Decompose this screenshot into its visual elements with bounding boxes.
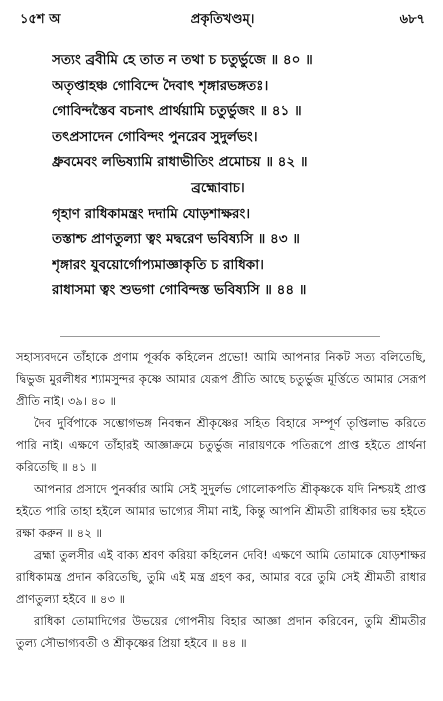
page-number: ৬৮৭ — [399, 12, 425, 27]
page-header — [20, 10, 425, 34]
running-title: প্রকৃতিখণ্ডম্। — [190, 12, 255, 27]
verse-line: গোবিন্দস্তৈব বচনাৎ প্রার্থয়ামি চতুর্ভুজং ॥ ৪১ ॥ — [52, 103, 302, 120]
sanskrit-verses — [52, 48, 424, 304]
translation-paragraph: রাধিকা তোমাদিগের উভয়ের গোপনীয় বিহার আজ্ঞা প্রদান করিবেন, তুমি শ্রীমতীর তুল্য সৌভাগ্যবতী ও শ্রীকৃষ্ণের প্রিয়া হইবে ॥ ৪৪ ॥ — [16, 614, 426, 650]
verse-line: সত্যং ব্রবীমি হে তাত ন তথা চ চতুর্ভুজে ॥ ৪০ ॥ — [52, 52, 313, 68]
bengali-translation — [16, 346, 426, 654]
chapter-number: ১৫শ অ — [20, 12, 61, 27]
translation-paragraph: আপনার প্রসাদে পুনর্ব্বার আমি সেই সুদুর্লভ গোলোকপতি শ্রীকৃষ্ণকে যদি নিশ্চয়ই প্রাপ্ত হইতে পারি তাহা হইলে আমার ভাগ্যের সীমা নাই, কিন্তু আপনি শ্রীমতী রাধিকার ভয় হইতে রক্ষা করুন ॥ ৪২ ॥ — [16, 482, 426, 540]
translation-paragraph: দৈব দুর্বিপাকে সম্ভোগভঙ্গ নিবন্ধন শ্রীকৃষ্ণের সহিত বিহারে সম্পূর্ণ তৃপ্তিলাভ করিতে পারি নাই। এক্ষণে তাঁহারই আজ্ঞাক্রমে চতুর্ভুজ নারায়ণকে পতিরূপে প্রাপ্ত হইতে প্রার্থনা করিতেছি ॥ ৪১ ॥ — [16, 416, 426, 474]
verse-line: শৃঙ্গারং যুবয়োর্গোপ্যমাজ্ঞাকৃতি চ রাধিকা। — [52, 256, 264, 273]
translation-paragraph: সহাস্যবদনে তাঁহাকে প্রণাম পূর্ব্বক কহিলেন প্রভো! আমি আপনার নিকট সত্য বলিতেছি, দ্বিভুজ মুরলীধর শ্যামসুন্দর কৃষ্ণে আমার যেরূপ প্রীতি আছে চতুর্ভুজ মূর্ত্তিতে আমার সেরূপ প্রীতি নাই। ৩৯। ৪০ ॥ — [16, 350, 426, 408]
speaker-heading: ব্রহ্মোবাচ। — [191, 179, 245, 196]
verse-line: তৎপ্রসাদেন গোবিন্দং পুনরেব সুদুর্লভং। — [52, 128, 258, 145]
verse-line: তস্তাশ্চ প্রাণতুল্যা ত্বং মদ্বরেণ ভবিষ্যসি ॥ ৪৩ ॥ — [52, 231, 300, 248]
verse-line: অতৃপ্তাহঞ্চ গোবিন্দে দৈবাৎ শৃঙ্গারভঙ্গতঃ। — [52, 77, 269, 94]
verse-line: রাধাসমা ত্বং শুভগা গোবিন্দস্ত ভবিষ্যসি ॥ ৪৪ ॥ — [52, 282, 307, 299]
verse-line: গৃহাণ রাধিকামন্ত্রং দদামি যোড়শাক্ষরং। — [52, 205, 251, 222]
translation-paragraph: ব্রহ্মা তুলসীর এই বাক্য শ্রবণ করিয়া কহিলেন দেবি! এক্ষণে আমি তোমাকে যোড়শাক্ষর রাধিকামন্ত্র প্রদান করিতেছি, তুমি এই মন্ত্র গ্রহণ কর, আমার বরে তুমি সেই শ্রীমতী রাধার প্রাণতুল্যা হইবে ॥ ৪৩ ॥ — [16, 548, 426, 606]
section-divider — [60, 336, 380, 337]
verse-line: ধ্রুবমেবং লভিষ্যামি রাধাভীতিং প্রমোচয় ॥ ৪২ ॥ — [52, 154, 308, 171]
